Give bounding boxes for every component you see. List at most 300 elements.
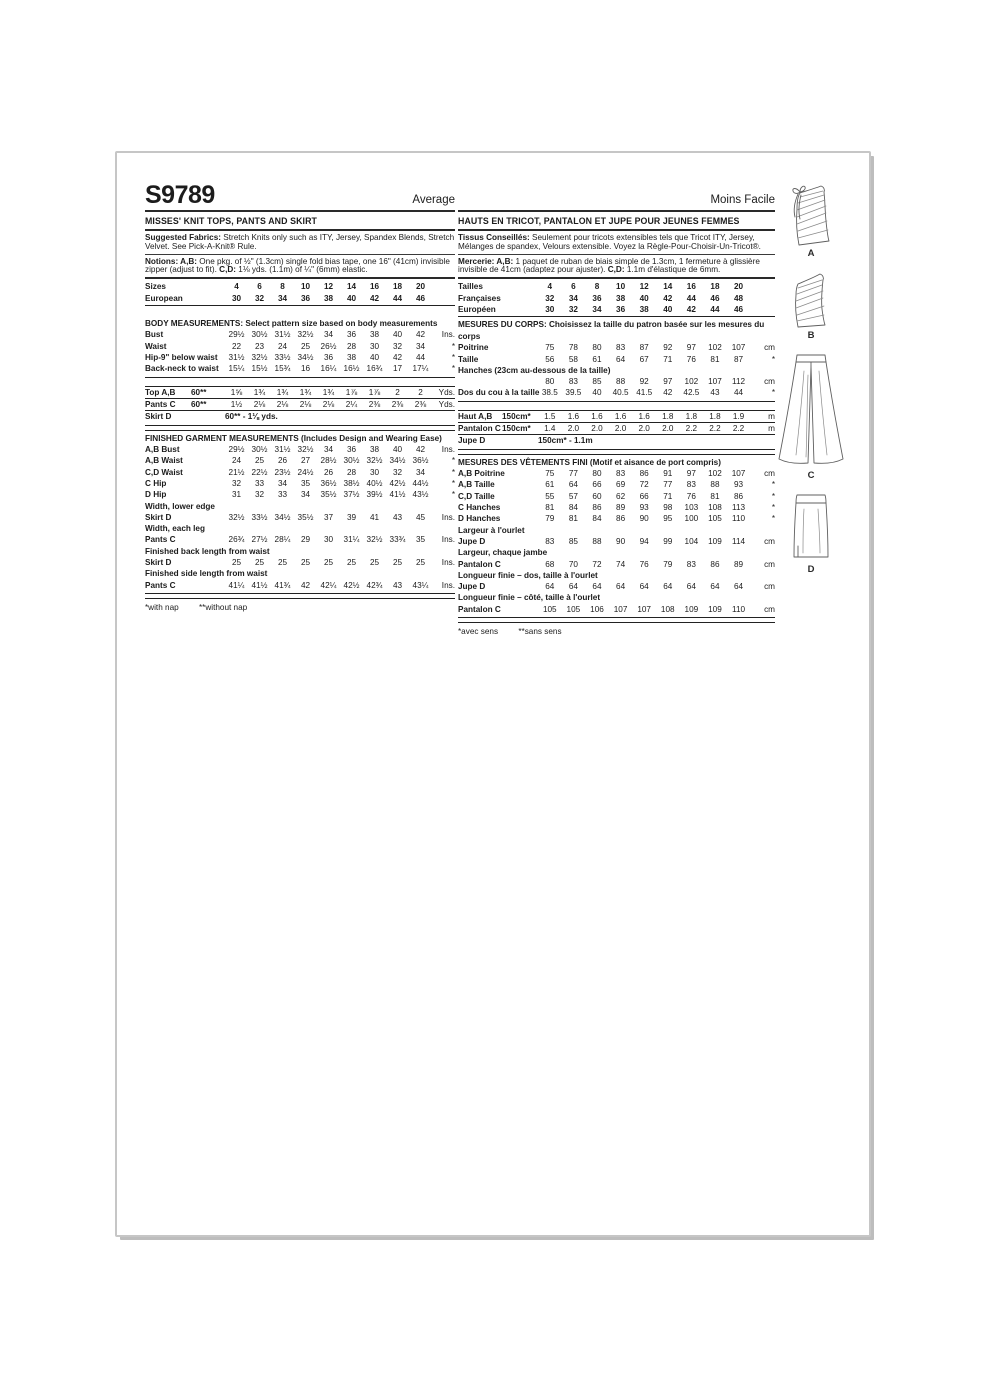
row-label: D Hip xyxy=(145,490,167,500)
cell-value: 33 xyxy=(254,478,265,488)
row-span-label: Width, lower edge xyxy=(145,501,215,511)
body-measurements-header-fr: MESURES DU CORPS: Choisissez la taille du patron basée sur les mesures du corps xyxy=(458,320,765,341)
paragraph-bold-segment: Tissus Conseillés: xyxy=(458,233,530,242)
cell-value: 42 xyxy=(392,353,403,363)
cell-value: 74 xyxy=(616,559,626,569)
cell-value: 97 xyxy=(686,343,696,353)
table-row xyxy=(145,341,455,352)
cell-value: 32½ xyxy=(366,535,383,545)
cell-value: 25 xyxy=(346,558,357,568)
cell-value: 43½ xyxy=(412,490,429,500)
row-label xyxy=(458,423,538,434)
cell-value: 2.2 xyxy=(732,424,745,434)
cell-value: 41½ xyxy=(389,490,406,500)
cell-value: 41½ xyxy=(251,580,268,590)
paragraph-segment: 1.1m d'élastique de 6mm. xyxy=(624,265,721,275)
cell-value: 83 xyxy=(545,536,555,546)
cell-value: 35 xyxy=(415,535,426,545)
cell-value: 41¼ xyxy=(228,580,245,590)
row-label-name: Haut A,B xyxy=(458,411,493,421)
straight-skirt-illustration xyxy=(790,493,832,563)
cell-value: 42¼ xyxy=(320,580,337,590)
cell-value: 29½ xyxy=(228,445,245,455)
garment-views-column xyxy=(769,183,853,575)
cell-value: 105 xyxy=(566,604,581,614)
cell-value: 1.8 xyxy=(685,411,698,421)
cell-value: 2⅜ xyxy=(391,399,404,409)
cell-value: 31½ xyxy=(274,330,291,340)
row-label: A,B Waist xyxy=(145,456,183,466)
row-label: Skirt D xyxy=(145,412,172,422)
divider-gap xyxy=(145,378,455,386)
cell-value: 88 xyxy=(592,536,602,546)
cell-value: 86 xyxy=(592,503,602,513)
cell-value: 26 xyxy=(277,456,288,466)
section-divider xyxy=(458,617,775,623)
cell-value: 1⅝ xyxy=(230,387,243,397)
cell-value: 43 xyxy=(392,512,403,522)
cell-value: 92 xyxy=(663,343,673,353)
cell-value: 66 xyxy=(639,491,649,501)
cell-value: 34 xyxy=(300,490,311,500)
yardage-table-fr xyxy=(458,410,775,447)
cell-unit: * xyxy=(451,456,455,466)
table-row xyxy=(458,387,775,398)
row-label: Tailles xyxy=(458,282,483,292)
cell-value: 37 xyxy=(323,512,334,522)
cell-value: 32 xyxy=(254,293,265,303)
paragraph-bold-segment: C,D: xyxy=(219,265,236,275)
cell-value: 40 xyxy=(392,445,403,455)
table-row xyxy=(458,342,775,353)
pattern-number: S9789 xyxy=(145,181,215,209)
section-divider xyxy=(145,593,455,599)
one-shoulder-top-with-tie-illustration xyxy=(788,183,834,247)
cell-value: 32 xyxy=(231,478,242,488)
cell-value: 83 xyxy=(568,377,578,387)
table-row xyxy=(458,536,775,547)
cell-unit: cm xyxy=(764,536,775,546)
table-row xyxy=(458,281,775,292)
cell-value: 114 xyxy=(732,536,746,546)
row-label: Bust xyxy=(145,330,164,340)
paragraph-bold-segment: C,D: xyxy=(607,265,625,275)
paragraph-bold-segment: Notions: A,B: xyxy=(145,256,197,266)
cell-value: 15¼ xyxy=(228,364,245,374)
table-row xyxy=(458,559,775,570)
cell-value: 108 xyxy=(660,604,675,614)
cell-value: 76 xyxy=(686,491,696,501)
cell-value: 16¾ xyxy=(366,364,383,374)
difficulty-label-en: Average xyxy=(412,194,455,206)
footnote-en xyxy=(145,603,455,612)
table-row xyxy=(145,580,455,591)
cell-unit: * xyxy=(451,490,455,500)
cell-value: 81 xyxy=(568,514,578,524)
cell-value: 17 xyxy=(392,364,403,374)
cell-value: 31¼ xyxy=(343,535,360,545)
cell-value: 75 xyxy=(545,343,555,353)
view-b-figure xyxy=(790,271,832,341)
garment-title-fr: HAUTS EN TRICOT, PANTALON ET JUPE POUR JEUNES FEMMES xyxy=(458,212,775,231)
cell-value: 43 xyxy=(710,388,720,398)
cell-value: 88 xyxy=(710,480,720,490)
cell-value: 42 xyxy=(369,293,380,303)
cell-value: 58 xyxy=(568,354,578,364)
cell-value: 26½ xyxy=(320,341,337,351)
cell-value: 1.6 xyxy=(591,411,603,421)
cell-value: 33¾ xyxy=(389,535,406,545)
cell-value: 1.9 xyxy=(732,411,745,421)
table-row xyxy=(458,502,775,513)
cell-value: 105 xyxy=(542,604,557,614)
cell-value: 26 xyxy=(323,467,334,477)
cell-value: 34½ xyxy=(389,456,406,466)
row-span-label: Hanches (23cm au-dessous de la taille) xyxy=(458,365,611,375)
table-row xyxy=(145,363,455,374)
cell-value: 41 xyxy=(369,512,380,522)
cell-value: 30 xyxy=(323,535,334,545)
cell-unit: * xyxy=(771,480,775,490)
cell-value: 36 xyxy=(346,445,357,455)
cell-unit: cm xyxy=(764,604,775,614)
cell-value: 22½ xyxy=(251,467,268,477)
cell-value: 40 xyxy=(346,293,357,303)
cell-value: 2⅛ xyxy=(276,399,289,409)
row-label: Jupe D xyxy=(458,536,486,546)
cell-value: 64 xyxy=(616,354,626,364)
cell-value: 79 xyxy=(545,514,555,524)
cell-value: 27 xyxy=(300,456,311,466)
cell-value: 31½ xyxy=(228,353,245,363)
cell-value: 35 xyxy=(300,478,311,488)
sizes-table-fr xyxy=(458,281,775,317)
table-row xyxy=(145,478,455,489)
cell-value: 42½ xyxy=(389,478,406,488)
table-row xyxy=(145,557,455,568)
cell-unit: * xyxy=(771,514,775,524)
cell-value: 34 xyxy=(415,341,426,351)
cell-value: 25 xyxy=(415,558,426,568)
cell-value: 34½ xyxy=(297,353,314,363)
row-label-name: Pants C xyxy=(145,399,176,409)
table-row xyxy=(458,293,775,304)
table-row xyxy=(145,399,455,411)
footnote-with-nap: *with nap xyxy=(145,602,179,612)
cell-value: 34 xyxy=(277,293,288,303)
paragraph-segment: 1 paquet de ruban de biais simple de 1.3cm, 1 fermeture à glissière invisible de 41cm (adaptez pour ajuster). xyxy=(458,256,760,275)
table-row xyxy=(458,581,775,592)
cell-value: 30½ xyxy=(343,456,360,466)
table-row xyxy=(145,467,455,478)
cell-value: 16 xyxy=(686,282,696,292)
row-label: Françaises xyxy=(458,293,501,303)
table-row xyxy=(458,513,775,524)
cell-value: 64 xyxy=(733,582,744,592)
cell-value: 37½ xyxy=(343,490,360,500)
cell-value: 38 xyxy=(616,293,626,303)
cell-value: 1¾ xyxy=(322,387,335,397)
cell-unit: * xyxy=(771,491,775,501)
cell-value: 86 xyxy=(639,469,649,479)
sizes-table-en xyxy=(145,281,455,306)
cell-value: 48 xyxy=(733,293,744,303)
row-label: Hip-9" below waist xyxy=(145,353,218,363)
cell-value: 41.5 xyxy=(636,388,653,398)
cell-value: 75 xyxy=(545,469,555,479)
cell-value: 30½ xyxy=(251,445,268,455)
cell-value: 107 xyxy=(731,343,746,353)
cell-value: 99 xyxy=(663,536,673,546)
cell-value: 43¼ xyxy=(412,580,429,590)
cell-value: 25 xyxy=(231,558,242,568)
cell-value: 86 xyxy=(710,559,720,569)
table-row xyxy=(458,468,775,479)
cell-value: 15¾ xyxy=(274,364,291,374)
cell-value: 1.8 xyxy=(662,411,674,421)
row-label: A,B Poitrine xyxy=(458,469,505,479)
row-label: A,B Bust xyxy=(145,445,180,455)
one-shoulder-top-illustration xyxy=(790,271,832,329)
cell-value: 35½ xyxy=(320,490,337,500)
paragraph-segment: Stretch Knits only such as ITY, Jersey, Spandex Blends, Stretch Velvet. See Pick-A-Knit® Rule. xyxy=(145,233,455,251)
view-b-label: B xyxy=(807,330,815,341)
difficulty-label-fr: Moins Facile xyxy=(710,194,775,206)
notions-paragraph-fr xyxy=(458,255,775,280)
cell-value: 102 xyxy=(684,377,699,387)
cell-value: 10 xyxy=(616,282,626,292)
table-row xyxy=(458,604,775,615)
cell-value: 60 xyxy=(592,491,602,501)
view-a-label: A xyxy=(807,248,815,259)
cell-unit: cm xyxy=(764,559,775,569)
row-span-label: Longueur finie – dos, taille à l'ourlet xyxy=(458,570,598,580)
section-divider xyxy=(145,425,455,431)
cell-value: 2.0 xyxy=(662,424,674,434)
cell-value: 38.5 xyxy=(541,388,558,398)
footnote-avec-sens: *avec sens xyxy=(458,627,499,636)
cell-value: 87 xyxy=(733,354,744,364)
table-row xyxy=(145,281,455,292)
cell-value: 1⅞ xyxy=(345,387,358,397)
cell-value: 12 xyxy=(323,282,334,292)
cell-value: 30 xyxy=(231,293,242,303)
row-label: A,B Taille xyxy=(458,480,495,490)
cell-value: 16¼ xyxy=(320,364,337,374)
cell-value: 36 xyxy=(592,293,602,303)
cell-value: 61 xyxy=(545,480,555,490)
cell-unit: Ins. xyxy=(441,445,455,455)
cell-unit: Yds. xyxy=(438,387,455,397)
cell-value: 44½ xyxy=(412,478,429,488)
cell-value: 14 xyxy=(663,282,673,292)
cell-value: 2.0 xyxy=(591,424,603,434)
row-label: Jupe D xyxy=(458,582,486,592)
row-label: Skirt D xyxy=(145,558,172,568)
cell-unit: Ins. xyxy=(441,558,455,568)
cell-value: 109 xyxy=(708,536,722,546)
table-row xyxy=(458,376,775,387)
cell-unit: cm xyxy=(764,469,775,479)
cell-value: 16 xyxy=(369,282,380,292)
table-row xyxy=(458,304,775,315)
cell-value: 28½ xyxy=(320,456,337,466)
cell-value: 40 xyxy=(592,388,602,398)
cell-value: 26¾ xyxy=(228,535,245,545)
cell-value: 44 xyxy=(415,353,426,363)
cell-value: 38 xyxy=(369,445,380,455)
cell-value: 97 xyxy=(663,377,673,387)
cell-value: 25 xyxy=(392,558,403,568)
cell-value: 1.8 xyxy=(709,411,721,421)
cell-value: 42 xyxy=(663,293,673,303)
cell-value: 104 xyxy=(684,536,699,546)
cell-value: 64 xyxy=(686,582,696,592)
cell-value: 38 xyxy=(346,353,357,363)
cell-value: 32½ xyxy=(366,456,383,466)
row-label: Dos du cou à la taille xyxy=(458,388,540,398)
cell-value: 84 xyxy=(568,503,578,513)
cell-value: 32 xyxy=(254,490,265,500)
row-text: 60** - 1⅛ yds. xyxy=(225,412,278,422)
cell-value: 113 xyxy=(732,503,746,513)
fabric-width-spec: 60** xyxy=(191,387,207,397)
paragraph-segment: 1⅛ yds. (1.1m) of ¼" (6mm) elastic. xyxy=(236,265,368,275)
cell-value: 94 xyxy=(639,536,649,546)
cell-value: 64 xyxy=(545,582,555,592)
cell-value: 38½ xyxy=(343,478,360,488)
cell-value: 109 xyxy=(708,604,722,614)
cell-value: 67 xyxy=(639,354,649,364)
row-label: C Hip xyxy=(145,478,167,488)
cell-value: 32 xyxy=(392,467,403,477)
row-label: Poitrine xyxy=(458,343,489,353)
cell-value: 107 xyxy=(731,469,746,479)
cell-value: 2¼ xyxy=(345,399,358,409)
row-label: Taille xyxy=(458,354,479,364)
cell-value: 25 xyxy=(300,341,311,351)
footnote-without-nap: **without nap xyxy=(198,602,248,612)
view-a-figure xyxy=(788,183,834,259)
french-column xyxy=(458,177,775,636)
cell-value: 34 xyxy=(323,330,334,340)
fabric-width-spec: 150cm* xyxy=(502,424,531,434)
notions-paragraph-en xyxy=(145,255,455,280)
view-d-label: D xyxy=(807,564,815,575)
cell-value: 8 xyxy=(280,282,285,292)
cell-value: 18 xyxy=(710,282,720,292)
cell-value: 40½ xyxy=(366,478,383,488)
cell-value: 1.6 xyxy=(638,411,650,421)
cell-value: 15½ xyxy=(251,364,268,374)
cell-value: 20 xyxy=(415,282,426,292)
cell-value: 2⅜ xyxy=(414,399,427,409)
cell-value: 97 xyxy=(686,469,696,479)
cell-value: 83 xyxy=(616,469,626,479)
cell-value: 107 xyxy=(613,604,628,614)
cell-value: 21½ xyxy=(228,467,245,477)
table-row xyxy=(458,592,775,603)
cell-value: 30 xyxy=(545,304,555,314)
cell-value: 45 xyxy=(415,512,426,522)
row-label: Pantalon C xyxy=(458,559,501,569)
cell-value: 28 xyxy=(346,341,357,351)
table-row xyxy=(145,512,455,523)
cell-value: 6 xyxy=(571,282,576,292)
cell-value: 28 xyxy=(346,467,357,477)
cell-value: 95 xyxy=(663,514,673,524)
fabric-width-spec: 60** xyxy=(191,399,207,409)
cell-value: 2.0 xyxy=(567,424,580,434)
cell-value: 36 xyxy=(616,304,626,314)
table-row xyxy=(458,411,775,423)
table-row xyxy=(145,293,455,304)
cell-unit: * xyxy=(771,388,775,398)
cell-value: 103 xyxy=(684,503,699,513)
table-row xyxy=(458,423,775,435)
table-row xyxy=(145,523,455,534)
cell-value: 1.5 xyxy=(544,411,556,421)
cell-value: 2 xyxy=(418,387,423,397)
cell-value: 64 xyxy=(710,582,720,592)
cell-value: 23 xyxy=(254,341,265,351)
cell-unit: cm xyxy=(764,582,775,592)
cell-value: 2⅜ xyxy=(368,399,381,409)
cell-value: 2.0 xyxy=(638,424,650,434)
cell-value: 29 xyxy=(300,535,311,545)
cell-value: 4 xyxy=(547,282,553,292)
divider-gap xyxy=(458,402,775,410)
cell-value: 80 xyxy=(592,343,602,353)
cell-unit: * xyxy=(451,478,455,488)
cell-value: 46 xyxy=(415,293,426,303)
table-row xyxy=(145,329,455,340)
cell-value: 23½ xyxy=(274,467,291,477)
footnote-fr xyxy=(458,627,775,636)
row-label: European xyxy=(145,293,183,303)
cell-value: 18 xyxy=(392,282,403,292)
section-divider xyxy=(458,449,775,455)
row-label: D Hanches xyxy=(458,514,501,524)
cell-value: 64 xyxy=(663,582,673,592)
paragraph-segment: One pkg. of ½" (1.3cm) single fold bias tape, one 16" (41cm) invisible zipper (adjust to fit). xyxy=(145,256,450,275)
yardage-table-en xyxy=(145,386,455,423)
cell-value: 8 xyxy=(594,282,600,292)
cell-value: 1.6 xyxy=(567,411,580,421)
cell-value: 39½ xyxy=(366,490,383,500)
cell-value: 64 xyxy=(568,480,578,490)
cell-value: 77 xyxy=(663,480,673,490)
cell-value: 87 xyxy=(639,343,649,353)
cell-value: 1⅞ xyxy=(368,387,381,397)
cell-value: 105 xyxy=(708,514,722,524)
row-label xyxy=(458,411,538,422)
table-row xyxy=(145,568,455,579)
paragraph-bold-segment: Suggested Fabrics: xyxy=(145,233,221,242)
cell-value: 83 xyxy=(686,480,696,490)
row-label: Sizes xyxy=(145,282,166,292)
cell-value: 36 xyxy=(323,353,334,363)
cell-value: 1¾ xyxy=(299,387,312,397)
cell-value: 35½ xyxy=(297,512,314,522)
cell-value: 80 xyxy=(545,377,555,387)
cell-value: 44 xyxy=(686,293,696,303)
cell-value: 80 xyxy=(592,469,602,479)
body-measurements-table-en xyxy=(145,329,455,377)
cell-value: 57 xyxy=(568,491,578,501)
cell-value: 44 xyxy=(710,304,720,314)
cell-value: 61 xyxy=(592,354,602,364)
